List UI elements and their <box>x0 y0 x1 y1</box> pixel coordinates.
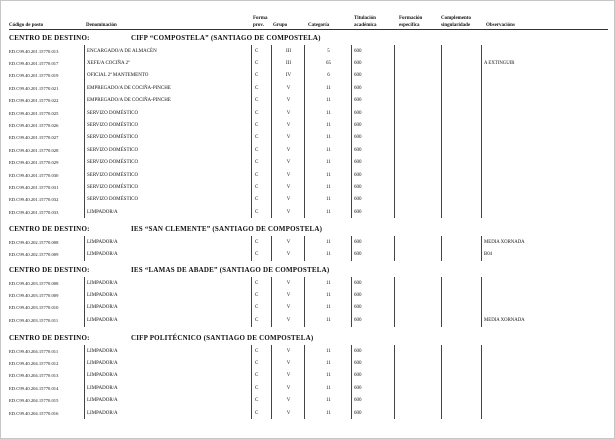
cell-titulacion-academica: 600 <box>351 119 397 131</box>
cell-complemento-singularidade <box>441 119 482 131</box>
cell-denominacion: LIMPADOR/A <box>84 289 254 301</box>
table-row <box>1 70 614 82</box>
cell-observacions <box>481 169 611 181</box>
cell-categoria: 65 <box>304 57 352 69</box>
cell-observacions: MEDIA XORNADA <box>481 314 611 326</box>
table-row <box>1 157 614 169</box>
cell-grupo: V <box>271 82 305 94</box>
cell-denominacion: SERVIZO DOMÉSTICO <box>84 157 254 169</box>
cell-codigo-de-posto: ED.C99.40.204.15770.015 <box>9 398 59 404</box>
cell-formacion-especifica <box>394 82 442 94</box>
cell-categoria: 11 <box>304 382 352 394</box>
cell-codigo-de-posto: ED.C99.40.204.15770.013 <box>9 373 59 379</box>
cell-codigo-de-posto: ED.C99.40.201.15770.032 <box>9 197 59 203</box>
cell-complemento-singularidade <box>441 302 482 314</box>
cell-grupo: V <box>271 314 305 326</box>
cell-observacions <box>481 181 611 193</box>
cell-categoria: 11 <box>304 370 352 382</box>
cell-forma-prov: C <box>251 395 275 407</box>
column-header-line: Grupo <box>273 22 288 28</box>
cell-observacions <box>481 132 611 144</box>
cell-forma-prov: C <box>251 407 275 419</box>
cell-codigo-de-posto: ED.C99.40.201.15770.013 <box>9 48 59 54</box>
cell-categoria: 11 <box>304 206 352 218</box>
cell-observacions <box>481 289 611 301</box>
cell-categoria: 6 <box>304 70 352 82</box>
cell-grupo: V <box>271 289 305 301</box>
cell-formacion-especifica <box>394 95 442 107</box>
cell-formacion-especifica <box>394 70 442 82</box>
cell-observacions: A EXTINGUIR <box>481 57 611 69</box>
cell-denominacion: SERVIZO DOMÉSTICO <box>84 132 254 144</box>
column-header-line: Observacións <box>486 22 515 28</box>
cell-complemento-singularidade <box>441 144 482 156</box>
cell-complemento-singularidade <box>441 181 482 193</box>
cell-categoria: 11 <box>304 181 352 193</box>
centro-heading <box>1 34 614 45</box>
cell-forma-prov: C <box>251 194 275 206</box>
centro-name: CIFP POLITÉCNICO (SANTIAGO DE COMPOSTELA) <box>131 334 314 342</box>
column-header-line: Código de posto <box>9 22 44 28</box>
cell-grupo: V <box>271 206 305 218</box>
table-row <box>1 181 614 193</box>
centro-de-destino-label: CENTRO DE DESTINO: <box>9 225 90 233</box>
cell-denominacion: ENCARGADO/A DE ALMACÉN <box>84 45 254 57</box>
cell-grupo: V <box>271 132 305 144</box>
cell-formacion-especifica <box>394 345 442 357</box>
cell-denominacion: SERVIZO DOMÉSTICO <box>84 119 254 131</box>
cell-grupo: V <box>271 407 305 419</box>
cell-denominacion: SERVIZO DOMÉSTICO <box>84 144 254 156</box>
cell-codigo-de-posto: ED.C99.40.202.15770.008 <box>9 239 59 245</box>
cell-categoria: 11 <box>304 236 352 248</box>
cell-grupo: V <box>271 157 305 169</box>
cell-forma-prov: C <box>251 314 275 326</box>
cell-formacion-especifica <box>394 314 442 326</box>
cell-categoria: 11 <box>304 107 352 119</box>
cell-codigo-de-posto: ED.C99.40.203.15770.009 <box>9 293 59 299</box>
cell-titulacion-academica: 600 <box>351 206 397 218</box>
table-row <box>1 248 614 260</box>
table-row <box>1 45 614 57</box>
cell-complemento-singularidade <box>441 169 482 181</box>
cell-codigo-de-posto: ED.C99.40.201.15770.031 <box>9 184 59 190</box>
cell-formacion-especifica <box>394 107 442 119</box>
cell-titulacion-academica: 600 <box>351 57 397 69</box>
cell-forma-prov: C <box>251 82 275 94</box>
cell-grupo: V <box>271 107 305 119</box>
cell-complemento-singularidade <box>441 289 482 301</box>
cell-formacion-especifica <box>394 157 442 169</box>
cell-observacions: MEDIA XORNADA <box>481 236 611 248</box>
cell-observacions <box>481 70 611 82</box>
centro-heading <box>1 225 614 236</box>
cell-titulacion-academica: 600 <box>351 144 397 156</box>
cell-forma-prov: C <box>251 277 275 289</box>
cell-formacion-especifica <box>394 407 442 419</box>
cell-complemento-singularidade <box>441 107 482 119</box>
cell-codigo-de-posto: ED.C99.40.201.15770.033 <box>9 209 59 215</box>
cell-forma-prov: C <box>251 302 275 314</box>
cell-complemento-singularidade <box>441 45 482 57</box>
cell-forma-prov: C <box>251 169 275 181</box>
cell-categoria: 11 <box>304 144 352 156</box>
cell-forma-prov: C <box>251 382 275 394</box>
column-header-line: Forma <box>253 16 268 21</box>
cell-denominacion: LIMPADOR/A <box>84 407 254 419</box>
cell-codigo-de-posto: ED.C99.40.201.15770.019 <box>9 73 59 79</box>
column-header-line: académica <box>354 22 377 28</box>
rows-block <box>1 236 614 261</box>
cell-categoria: 11 <box>304 277 352 289</box>
cell-complemento-singularidade <box>441 70 482 82</box>
cell-forma-prov: C <box>251 45 275 57</box>
centro-section <box>1 34 614 218</box>
cell-formacion-especifica <box>394 194 442 206</box>
cell-codigo-de-posto: ED.C99.40.201.15770.026 <box>9 123 59 129</box>
cell-formacion-especifica <box>394 132 442 144</box>
table-row <box>1 95 614 107</box>
cell-codigo-de-posto: ED.C99.40.203.15770.011 <box>9 317 59 323</box>
cell-codigo-de-posto: ED.C99.40.201.15770.017 <box>9 61 59 67</box>
cell-observacions <box>481 144 611 156</box>
cell-titulacion-academica: 600 <box>351 357 397 369</box>
cell-grupo: V <box>271 95 305 107</box>
cell-titulacion-academica: 600 <box>351 314 397 326</box>
cell-codigo-de-posto: ED.C99.40.203.15770.008 <box>9 280 59 286</box>
cell-formacion-especifica <box>394 119 442 131</box>
cell-observacions <box>481 206 611 218</box>
cell-titulacion-academica: 600 <box>351 95 397 107</box>
cell-forma-prov: C <box>251 132 275 144</box>
cell-categoria: 11 <box>304 157 352 169</box>
cell-titulacion-academica: 600 <box>351 289 397 301</box>
cell-observacions <box>481 382 611 394</box>
table-row <box>1 169 614 181</box>
cell-categoria: 11 <box>304 248 352 260</box>
cell-complemento-singularidade <box>441 407 482 419</box>
cell-observacions <box>481 277 611 289</box>
centro-section <box>1 225 614 261</box>
table-header <box>1 8 614 29</box>
cell-complemento-singularidade <box>441 345 482 357</box>
table-row <box>1 395 614 407</box>
cell-formacion-especifica <box>394 236 442 248</box>
cell-titulacion-academica: 600 <box>351 345 397 357</box>
cell-formacion-especifica <box>394 144 442 156</box>
cell-denominacion: EMPREGADO/A DE COCIÑA-PINCHE <box>84 95 254 107</box>
cell-grupo: V <box>271 277 305 289</box>
cell-formacion-especifica <box>394 277 442 289</box>
cell-forma-prov: C <box>251 248 275 260</box>
cell-categoria: 11 <box>304 119 352 131</box>
column-header-line: singularidade <box>441 22 471 28</box>
cell-grupo: V <box>271 169 305 181</box>
table-row <box>1 370 614 382</box>
cell-codigo-de-posto: ED.C99.40.204.15770.014 <box>9 385 59 391</box>
cell-titulacion-academica: 600 <box>351 132 397 144</box>
cell-observacions <box>481 82 611 94</box>
table-row <box>1 206 614 218</box>
cell-grupo: V <box>271 119 305 131</box>
cell-titulacion-academica: 600 <box>351 82 397 94</box>
cell-codigo-de-posto: ED.C99.40.204.15770.012 <box>9 361 59 367</box>
cell-complemento-singularidade <box>441 95 482 107</box>
centro-heading <box>1 334 614 345</box>
cell-categoria: 11 <box>304 289 352 301</box>
cell-observacions <box>481 345 611 357</box>
cell-observacions <box>481 357 611 369</box>
cell-complemento-singularidade <box>441 206 482 218</box>
cell-grupo: V <box>271 357 305 369</box>
cell-codigo-de-posto: ED.C99.40.201.15770.027 <box>9 135 59 141</box>
cell-denominacion: LIMPADOR/A <box>84 236 254 248</box>
centro-name: IES “LAMAS DE ABADE” (SANTIAGO DE COMPOSTELA) <box>131 266 330 274</box>
cell-formacion-especifica <box>394 370 442 382</box>
centro-section <box>1 334 614 419</box>
cell-denominacion: EMPREGADO/A DE COCIÑA-PINCHE <box>84 82 254 94</box>
cell-codigo-de-posto: ED.C99.40.204.15770.016 <box>9 410 59 416</box>
table-row <box>1 302 614 314</box>
cell-observacions <box>481 107 611 119</box>
table-row <box>1 345 614 357</box>
table-row <box>1 289 614 301</box>
cell-grupo: V <box>271 236 305 248</box>
cell-denominacion: SERVIZO DOMÉSTICO <box>84 169 254 181</box>
cell-categoria: 11 <box>304 194 352 206</box>
cell-forma-prov: C <box>251 70 275 82</box>
cell-titulacion-academica: 600 <box>351 370 397 382</box>
cell-forma-prov: C <box>251 181 275 193</box>
cell-grupo: V <box>271 181 305 193</box>
cell-denominacion: LIMPADOR/A <box>84 395 254 407</box>
cell-titulacion-academica: 600 <box>351 107 397 119</box>
cell-observacions <box>481 302 611 314</box>
centro-section <box>1 266 614 327</box>
cell-formacion-especifica <box>394 206 442 218</box>
cell-complemento-singularidade <box>441 82 482 94</box>
cell-titulacion-academica: 600 <box>351 181 397 193</box>
cell-forma-prov: C <box>251 57 275 69</box>
cell-complemento-singularidade <box>441 382 482 394</box>
cell-codigo-de-posto: ED.C99.40.201.15770.029 <box>9 160 59 166</box>
centro-de-destino-label: CENTRO DE DESTINO: <box>9 266 90 274</box>
cell-denominacion: OFICIAL 2ª MANTEMENTO <box>84 70 254 82</box>
cell-titulacion-academica: 600 <box>351 395 397 407</box>
cell-categoria: 11 <box>304 357 352 369</box>
cell-denominacion: LIMPADOR/A <box>84 370 254 382</box>
cell-grupo: V <box>271 345 305 357</box>
cell-categoria: 11 <box>304 82 352 94</box>
cell-observacions <box>481 370 611 382</box>
rows-block <box>1 345 614 419</box>
cell-formacion-especifica <box>394 169 442 181</box>
table-row <box>1 107 614 119</box>
cell-categoria: 11 <box>304 314 352 326</box>
cell-titulacion-academica: 600 <box>351 169 397 181</box>
column-header-forma-prov <box>253 16 267 29</box>
cell-titulacion-academica: 600 <box>351 45 397 57</box>
cell-formacion-especifica <box>394 382 442 394</box>
cell-grupo: V <box>271 194 305 206</box>
cell-formacion-especifica <box>394 248 442 260</box>
cell-complemento-singularidade <box>441 236 482 248</box>
cell-observacions <box>481 95 611 107</box>
cell-titulacion-academica: 600 <box>351 157 397 169</box>
cell-codigo-de-posto: ED.C99.40.201.15770.028 <box>9 147 59 153</box>
cell-titulacion-academica: 600 <box>351 248 397 260</box>
cell-codigo-de-posto: ED.C99.40.201.15770.030 <box>9 172 59 178</box>
cell-observacions <box>481 157 611 169</box>
cell-codigo-de-posto: ED.C99.40.204.15770.011 <box>9 348 59 354</box>
cell-categoria: 11 <box>304 132 352 144</box>
table-row <box>1 236 614 248</box>
column-header-line: Categoría <box>308 22 330 28</box>
rows-block <box>1 277 614 327</box>
cell-forma-prov: C <box>251 107 275 119</box>
cell-forma-prov: C <box>251 95 275 107</box>
table-row <box>1 82 614 94</box>
column-header-line: Complemento <box>441 16 471 21</box>
table-row <box>1 144 614 156</box>
cell-codigo-de-posto: ED.C99.40.201.15770.022 <box>9 98 59 104</box>
centro-de-destino-label: CENTRO DE DESTINO: <box>9 34 90 42</box>
cell-denominacion: LIMPADOR/A <box>84 206 254 218</box>
table-row <box>1 119 614 131</box>
table-row <box>1 314 614 326</box>
cell-categoria: 11 <box>304 302 352 314</box>
cell-titulacion-academica: 600 <box>351 70 397 82</box>
cell-categoria: 11 <box>304 407 352 419</box>
cell-grupo: V <box>271 370 305 382</box>
cell-grupo: III <box>271 57 305 69</box>
cell-titulacion-academica: 600 <box>351 194 397 206</box>
cell-observacions <box>481 395 611 407</box>
cell-codigo-de-posto: ED.C99.40.202.15770.009 <box>9 252 59 258</box>
column-header-line: específica <box>399 22 420 28</box>
cell-grupo: V <box>271 302 305 314</box>
cell-denominacion: XEFE/A COCIÑA 2ª <box>84 57 254 69</box>
cell-complemento-singularidade <box>441 194 482 206</box>
cell-forma-prov: C <box>251 357 275 369</box>
cell-denominacion: SERVIZO DOMÉSTICO <box>84 181 254 193</box>
cell-formacion-especifica <box>394 289 442 301</box>
table-row <box>1 277 614 289</box>
column-header-line: prov. <box>253 22 264 28</box>
cell-complemento-singularidade <box>441 157 482 169</box>
cell-forma-prov: C <box>251 157 275 169</box>
column-header-line: Formación <box>399 16 423 21</box>
cell-formacion-especifica <box>394 357 442 369</box>
table-row <box>1 357 614 369</box>
cell-titulacion-academica: 600 <box>351 302 397 314</box>
table-row <box>1 194 614 206</box>
rows-block <box>1 45 614 218</box>
cell-observacions <box>481 407 611 419</box>
cell-complemento-singularidade <box>441 57 482 69</box>
cell-denominacion: LIMPADOR/A <box>84 302 254 314</box>
column-header-line: Titulación <box>354 16 376 21</box>
cell-complemento-singularidade <box>441 357 482 369</box>
cell-grupo: IV <box>271 70 305 82</box>
cell-complemento-singularidade <box>441 248 482 260</box>
cell-categoria: 11 <box>304 345 352 357</box>
cell-denominacion: LIMPADOR/A <box>84 277 254 289</box>
header-rule <box>9 29 608 30</box>
cell-complemento-singularidade <box>441 370 482 382</box>
cell-forma-prov: C <box>251 206 275 218</box>
cell-denominacion: LIMPADOR/A <box>84 382 254 394</box>
cell-codigo-de-posto: ED.C99.40.201.15770.021 <box>9 85 59 91</box>
cell-denominacion: LIMPADOR/A <box>84 345 254 357</box>
cell-observacions <box>481 194 611 206</box>
cell-codigo-de-posto: ED.C99.40.201.15770.025 <box>9 110 59 116</box>
cell-forma-prov: C <box>251 289 275 301</box>
cell-categoria: 11 <box>304 169 352 181</box>
cell-grupo: V <box>271 395 305 407</box>
cell-forma-prov: C <box>251 144 275 156</box>
column-header-formacion-especifica <box>399 16 422 29</box>
column-header-titulacion-academica <box>354 16 377 29</box>
cell-denominacion: LIMPADOR/A <box>84 357 254 369</box>
cell-complemento-singularidade <box>441 132 482 144</box>
cell-complemento-singularidade <box>441 314 482 326</box>
cell-complemento-singularidade <box>441 395 482 407</box>
cell-complemento-singularidade <box>441 277 482 289</box>
centro-heading <box>1 266 614 277</box>
centro-name: CIFP “COMPOSTELA” (SANTIAGO DE COMPOSTELA) <box>131 34 321 42</box>
table-row <box>1 382 614 394</box>
cell-titulacion-academica: 600 <box>351 277 397 289</box>
cell-observacions: B04 <box>481 248 611 260</box>
column-header-line: Denominación <box>86 22 117 28</box>
cell-grupo: V <box>271 382 305 394</box>
cell-titulacion-academica: 600 <box>351 407 397 419</box>
cell-forma-prov: C <box>251 370 275 382</box>
cell-titulacion-academica: 600 <box>351 382 397 394</box>
cell-categoria: 11 <box>304 95 352 107</box>
cell-denominacion: LIMPADOR/A <box>84 314 254 326</box>
cell-denominacion: SERVIZO DOMÉSTICO <box>84 194 254 206</box>
cell-formacion-especifica <box>394 395 442 407</box>
cell-codigo-de-posto: ED.C99.40.203.15770.010 <box>9 305 59 311</box>
cell-formacion-especifica <box>394 45 442 57</box>
centro-name: IES “SAN CLEMENTE” (SANTIAGO DE COMPOSTELA) <box>131 225 323 233</box>
cell-forma-prov: C <box>251 119 275 131</box>
cell-observacions <box>481 119 611 131</box>
cell-forma-prov: C <box>251 236 275 248</box>
cell-denominacion: LIMPADOR/A <box>84 248 254 260</box>
centro-de-destino-label: CENTRO DE DESTINO: <box>9 334 90 342</box>
cell-formacion-especifica <box>394 57 442 69</box>
cell-observacions <box>481 45 611 57</box>
cell-titulacion-academica: 600 <box>351 236 397 248</box>
column-header-complemento-singularidade <box>441 16 471 29</box>
cell-formacion-especifica <box>394 302 442 314</box>
cell-grupo: V <box>271 248 305 260</box>
table-row <box>1 57 614 69</box>
cell-grupo: III <box>271 45 305 57</box>
cell-categoria: 11 <box>304 395 352 407</box>
cell-formacion-especifica <box>394 181 442 193</box>
table-row <box>1 407 614 419</box>
cell-forma-prov: C <box>251 345 275 357</box>
table-row <box>1 132 614 144</box>
cell-denominacion: SERVIZO DOMÉSTICO <box>84 107 254 119</box>
cell-grupo: V <box>271 144 305 156</box>
cell-categoria: 5 <box>304 45 352 57</box>
